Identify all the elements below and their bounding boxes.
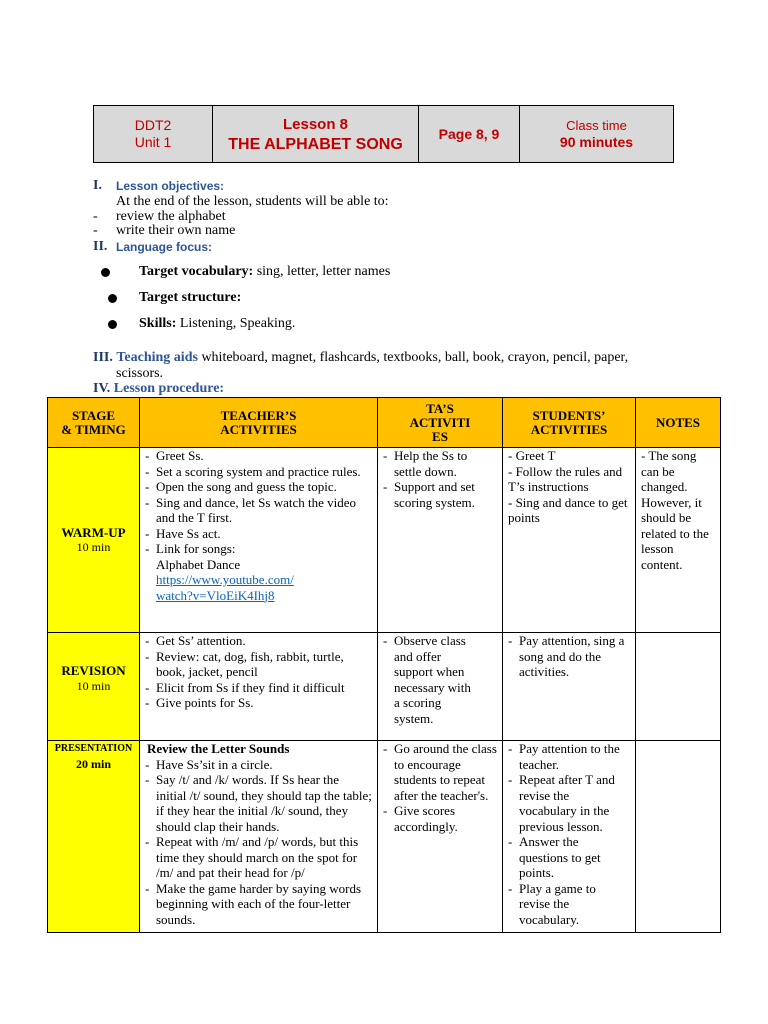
lesson-header-table — [93, 105, 674, 163]
skills-text: Listening, Speaking. — [176, 316, 296, 331]
lesson-title: THE ALPHABET SONG — [228, 135, 403, 153]
ta-activities — [378, 741, 503, 933]
procedure-heading: Lesson procedure: — [113, 381, 225, 396]
skills — [139, 316, 295, 331]
list-item: - Set a scoring system and practice rules. — [145, 464, 372, 480]
students-activities — [503, 633, 636, 741]
list-item: - Have Ss act. — [145, 526, 372, 542]
language-focus-number: II. — [93, 239, 108, 254]
class-time-value: 90 minutes — [559, 134, 634, 150]
stage-name: PRESENTATION — [54, 743, 133, 754]
teacher-activities — [140, 633, 378, 741]
lesson-procedure-table — [47, 397, 721, 933]
notes-text: - The song can be changed. However, it should be related to the lesson content. — [641, 448, 709, 572]
song-link[interactable]: https://www.youtube.com/ watch?v=VloEiK4Ihj8 — [156, 572, 294, 603]
list-item: - Give points for Ss. — [145, 695, 372, 711]
list-item: - Repeat after T and revise the vocabulary in the previous lesson. — [508, 772, 630, 834]
ta-activities — [378, 448, 503, 633]
teacher-activities — [140, 741, 378, 933]
lesson-cell — [213, 106, 419, 163]
objective-dash: - — [93, 209, 98, 224]
list-item: - Answer the questions to get points. — [508, 834, 630, 881]
objective-item: write their own name — [116, 223, 236, 238]
stage-name: REVISION — [61, 663, 126, 678]
list-item: - Give scores accordingly. — [383, 803, 497, 834]
students-activities — [503, 741, 636, 933]
target-vocabulary — [139, 264, 390, 279]
teaching-aids-text-cont: scissors. — [116, 366, 164, 381]
list-item: - Greet T — [508, 448, 556, 463]
objectives-heading: Lesson objectives: — [116, 179, 225, 193]
list-item: - Sing and dance to get points — [508, 494, 628, 525]
target-structure-label: Target structure: — [139, 290, 242, 305]
notes-cell — [636, 741, 721, 933]
teaching-aids-text: whiteboard, magnet, flashcards, textbooks, ball, book, crayon, pencil, paper, — [197, 350, 629, 365]
objective-dash: - — [93, 223, 98, 238]
teaching-aids-number: III. — [93, 350, 113, 365]
notes-cell — [636, 448, 721, 633]
list-item: - Pay attention, sing a song and do the activities. — [508, 633, 630, 680]
objectives-intro: At the end of the lesson, students will be able to: — [116, 194, 389, 209]
list-item: - Follow the rules and T’s instructions — [508, 463, 623, 494]
list-item: - Help the Ss to settle down. — [383, 448, 497, 479]
list-item: - Sing and dance, let Ss watch the video and the T first. — [145, 495, 372, 526]
list-item: - Review: cat, dog, fish, rabbit, turtle, book, jacket, pencil — [145, 649, 372, 680]
table-header-row — [48, 398, 721, 448]
class-time-cell — [520, 106, 674, 163]
target-structure — [139, 290, 241, 305]
course-name: DDT2 — [134, 117, 172, 133]
table-row — [48, 633, 721, 741]
students-activities — [503, 448, 636, 633]
class-time-label: Class time — [566, 118, 627, 133]
list-item: - Link for songs: Alphabet Dance https://www.youtube.com/ watch?v=VloEiK4Ihj8 — [145, 541, 372, 603]
bullet-icon — [101, 268, 110, 277]
target-vocabulary-label: Target vocabulary: — [139, 264, 254, 279]
lesson-procedure — [93, 381, 224, 396]
stage-time: 10 min — [76, 678, 111, 693]
list-item: - Play a game to revise the vocabulary. — [508, 881, 630, 928]
list-item: - Elicit from Ss if they find it difficult — [145, 680, 372, 696]
teaching-aids — [93, 350, 713, 365]
header-stage: STAGE & TIMING — [48, 398, 140, 448]
stage-cell — [48, 448, 140, 633]
target-vocabulary-text: sing, letter, letter names — [253, 264, 391, 279]
unit-name: Unit 1 — [134, 134, 172, 150]
language-focus-heading: Language focus: — [116, 240, 213, 254]
objective-item: review the alphabet — [116, 209, 226, 224]
pages-cell — [419, 106, 520, 163]
stage-name: WARM-UP — [61, 524, 126, 540]
stage-cell — [48, 741, 140, 933]
teaching-aids-heading: Teaching aids — [116, 350, 198, 365]
list-item: - Make the game harder by saying words beginning with each of the four-letter sounds. — [145, 881, 372, 928]
lesson-number: Lesson 8 — [282, 115, 349, 133]
list-item: - Open the song and guess the topic. — [145, 479, 372, 495]
header-students: STUDENTS’ ACTIVITIES — [503, 398, 636, 448]
list-item: - Observe class and offer support when necessary with a scoring system. — [383, 633, 472, 726]
course-cell — [94, 106, 213, 163]
header-teacher: TEACHER’S ACTIVITIES — [140, 398, 378, 448]
list-item: - Greet Ss. — [145, 448, 372, 464]
stage-cell — [48, 633, 140, 741]
table-row — [48, 741, 721, 933]
header-ta: TA’S ACTIVITI ES — [378, 398, 503, 448]
stage-time: 10 min — [76, 540, 111, 554]
list-item: - Repeat with /m/ and /p/ words, but this time they should march on the spot for /m/ and pat their head for /p/ — [145, 834, 372, 881]
bullet-icon — [108, 294, 117, 303]
list-item: - Say /t/ and /k/ words. If Ss hear the initial /t/ sound, they should tap the table; if they hear the initial /k/ sound, they should clap their hands. — [145, 772, 372, 834]
list-item: - Pay attention to the teacher. — [508, 741, 630, 772]
list-item: - Go around the class to encourage students to repeat after the teacher's. — [383, 741, 497, 803]
ta-activities — [378, 633, 503, 741]
procedure-number: IV. — [93, 381, 111, 396]
list-item: - Have Ss’sit in a circle. — [145, 757, 372, 773]
teacher-activities — [140, 448, 378, 633]
page-numbers: Page 8, 9 — [438, 125, 500, 142]
activity-title: Review the Letter Sounds — [147, 741, 290, 756]
skills-label: Skills: — [139, 316, 177, 331]
list-item: - Get Ss’ attention. — [145, 633, 372, 649]
table-row — [48, 448, 721, 633]
objectives-number: I. — [93, 178, 102, 193]
song-name: Alphabet Dance — [156, 556, 241, 572]
list-item: - Support and set scoring system. — [383, 479, 497, 510]
bullet-icon — [108, 320, 117, 329]
header-notes: NOTES — [636, 398, 721, 448]
notes-cell — [636, 633, 721, 741]
stage-time: 20 min — [75, 756, 111, 771]
